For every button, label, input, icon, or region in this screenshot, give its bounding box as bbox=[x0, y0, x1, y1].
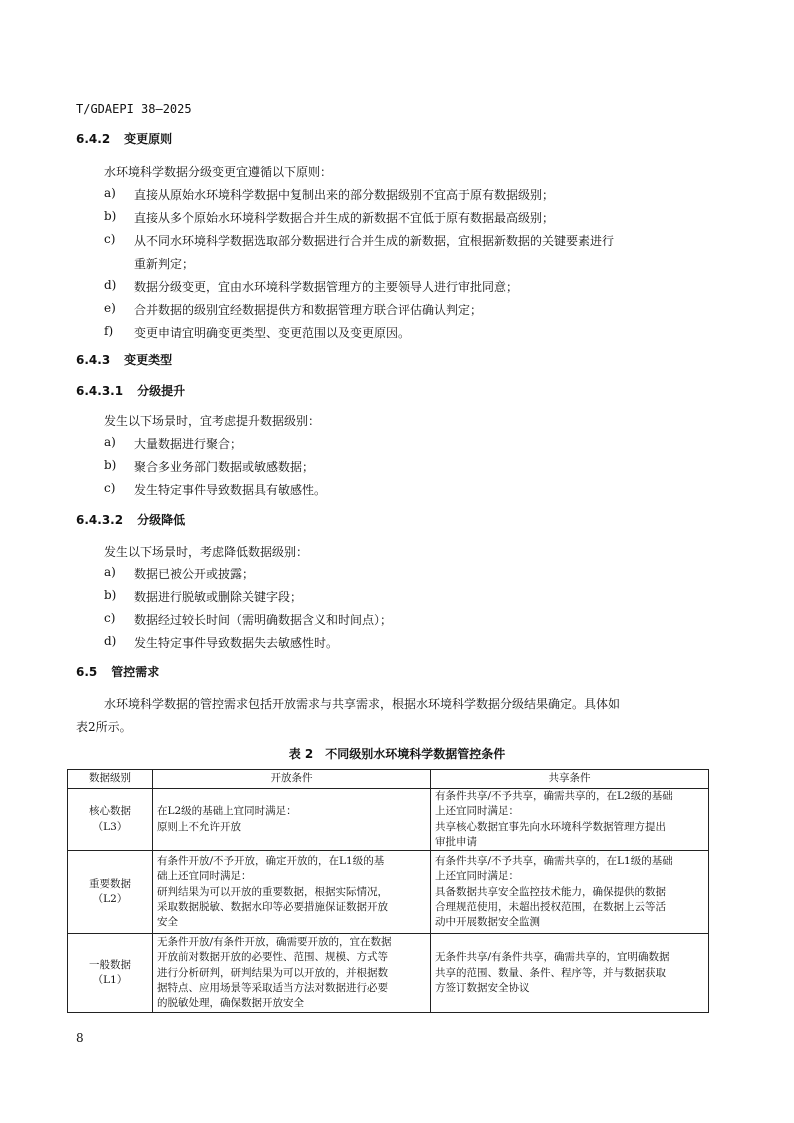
heading-title: 分级提升 bbox=[137, 384, 186, 398]
table-caption: 表 2 不同级别水环境科学数据管控条件 bbox=[288, 747, 506, 761]
heading-title: 分级降低 bbox=[137, 513, 186, 527]
control-conditions-table bbox=[67, 769, 709, 1013]
open-condition-cell: 无条件开放/有条件开放，确需要开放的，宜在数据 开放前对数据开放的必要性、范围、规模、方式等 进行分析研判，研判结果为可以开放的，并根据数 据特点、应用场景等采取适当方法对数据进行必要 的脱敏处理，确保数据开放安全 bbox=[153, 934, 431, 1013]
heading-6-5 bbox=[76, 663, 159, 680]
share-condition-cell: 有条件共享/不予共享，确需共享的，在L2级的基础 上还宜同时满足： 共享核心数据宜事先向水环境科学数据管理方提出 审批申请 bbox=[431, 789, 709, 851]
heading-6-4-3-2 bbox=[76, 511, 185, 528]
table-row bbox=[68, 934, 709, 1013]
paragraph-6-5-line2: 表2所示。 bbox=[76, 720, 132, 734]
heading-title: 变更类型 bbox=[124, 353, 173, 367]
open-condition-cell: 有条件开放/不予开放，确定开放的，在L1级的基 础上还宜同时满足： 研判结果为可以开放的重要数据，根据实际情况， 采取数据脱敏、数据水印等必要措施保证数据开放 安全 bbox=[153, 851, 431, 934]
page-number: 8 bbox=[76, 1031, 84, 1045]
paragraph-6-4-3-2-intro: 发生以下场景时，考虑降低数据级别： bbox=[104, 545, 309, 559]
table-row bbox=[68, 789, 709, 851]
heading-6-4-2 bbox=[76, 130, 172, 147]
level-cell: 核心数据 （L3） bbox=[68, 789, 153, 851]
level-cell: 重要数据 （L2） bbox=[68, 851, 153, 934]
heading-6-4-3-1 bbox=[76, 382, 185, 399]
heading-6-4-3 bbox=[76, 351, 172, 368]
heading-number: 6.5 bbox=[76, 665, 98, 679]
heading-title: 变更原则 bbox=[124, 132, 173, 146]
heading-number: 6.4.3.2 bbox=[76, 513, 124, 527]
paragraph-6-4-3-1-intro: 发生以下场景时，宜考虑提升数据级别： bbox=[104, 414, 321, 428]
standard-id: T/GDAEPI 38—2025 bbox=[76, 102, 192, 116]
document-page: T/GDAEPI 38—2025 6.4.2 变更原则 水环境科学数据分级变更宜遵循以下原则： a) 直接从原始水环境科学数据中复制出来的部分数据级别不宜高于原有数据级别； b) 直接从多个原始水环境科学数据合并生成的新数据不宜低于原有数据最高级别； c) 从不同水环境科学数据选取部分数据进行合并生成的新数据，宜根据新数据的关键要素进行 重新判定； d) 数据分级变更，宜由水环境科学数据管理方的主要领导人进行审批同意； e) 合并数据的级别宜经数据提供方和数据管理方联合评估确认判定； f) 变更申请宜明确变更类型、变更范围以及变更原因。 6.4.3 变更类型 6.4.3.1 分级提升 发生以下场景时，宜考虑提升数据级别： a) 大量数据进行聚合； b) 聚合多业务部门数据或敏感数据； c) 发生特定事件导致数据具有敏感性。 6.4.3.2 分级降低 发生以下场景时，考虑降低数据级别： a) 数据已被公开或披露； b) 数据进行脱敏或删除关键字段； c) 数据经过较长时间（需明确数据含义和时间点）； d) 发生特定事件导致数据失去敏感性时。 6.5 管控需求 水环境科学数据的管控需求包括开放需求与共享需求，根据水环境科学数据分级结果确定。具体如 表2所示。 表 2 不同级别水环境科学数据管控条件 数据级别 开放条件 共享条件 核心数据 （L3） 在L2级的基础上宜同时满足： 原则上不允许开放 有条件共享/不予共享，确需共享的，在L2级的基础 上还宜同时满足： 共享核心数据宜事先向水环境科学数据管理方提出 审批申请 重要数据 （L2） 有条件开放/不予开放，确定开放的，在L1级的基 础上还宜同时满足： 研判结果为可以开放的重要数据，根据实际情况， 采取数据脱敏、数据水印等必要措施保证数据开放 安全 有条件共享/不予共享，确需共享的，在L1级的基础 上还宜同时满足： 具备数据共享安全监控技术能力，确保提供的数据 合理规范使用，未超出授权范围，在数据上云等活 动中开展数据安全监测 一般数据 （L1） 无条件开放/有条件开放，确需要开放的，宜在数据 开放前对数据开放的必要性、范围、规模、方式等 进行分析研判，研判结果为可以开放的，并根据数 据特点、应用场景等采取适当方法对数据进行必要 的脱敏处理，确保数据开放安全 无条件共享/有条件共享，确需共享的，宜明确数据 共享的范围、数量、条件、程序等，并与数据获取 方签订数据安全协议 8 bbox=[0, 0, 794, 1123]
paragraph-6-4-2-intro: 水环境科学数据分级变更宜遵循以下原则： bbox=[104, 165, 333, 179]
share-condition-cell: 有条件共享/不予共享，确需共享的，在L1级的基础 上还宜同时满足： 具备数据共享安全监控技术能力，确保提供的数据 合理规范使用，未超出授权范围，在数据上云等活 动中开展数据安全监测 bbox=[431, 851, 709, 934]
heading-number: 6.4.3.1 bbox=[76, 384, 124, 398]
column-header: 开放条件 bbox=[153, 770, 431, 789]
table-row bbox=[68, 851, 709, 934]
column-header: 共享条件 bbox=[431, 770, 709, 789]
open-condition-cell: 在L2级的基础上宜同时满足： 原则上不允许开放 bbox=[153, 789, 431, 851]
heading-number: 6.4.3 bbox=[76, 353, 111, 367]
table-header-row bbox=[68, 770, 709, 789]
level-cell: 一般数据 （L1） bbox=[68, 934, 153, 1013]
share-condition-cell: 无条件共享/有条件共享，确需共享的，宜明确数据 共享的范围、数量、条件、程序等，并与数据获取 方签订数据安全协议 bbox=[431, 934, 709, 1013]
heading-title: 管控需求 bbox=[111, 665, 160, 679]
column-header: 数据级别 bbox=[68, 770, 153, 789]
list-item-continuation: 重新判定； bbox=[134, 257, 195, 271]
heading-number: 6.4.2 bbox=[76, 132, 111, 146]
paragraph-6-5-line1: 水环境科学数据的管控需求包括开放需求与共享需求，根据水环境科学数据分级结果确定。具体如 bbox=[104, 697, 621, 711]
